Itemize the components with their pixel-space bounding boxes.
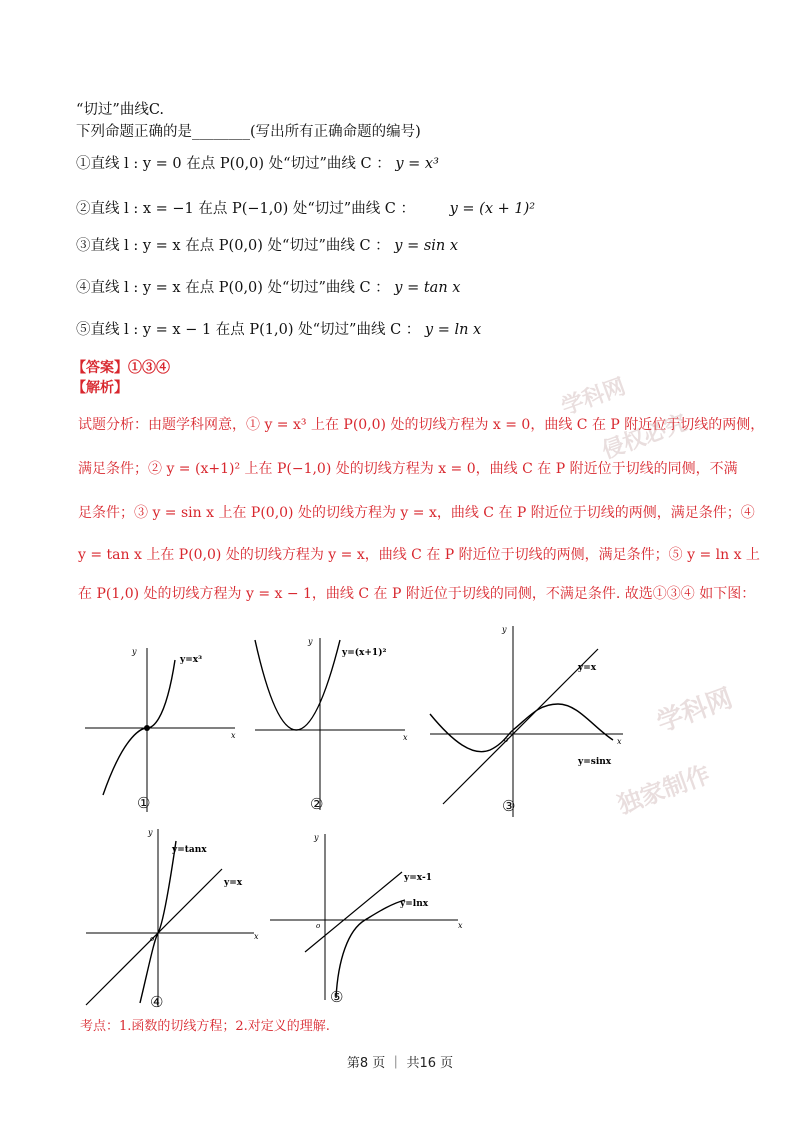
origin-label: o (150, 935, 155, 943)
y-axis-label: y (148, 828, 153, 837)
proposition-1 (76, 152, 439, 173)
proposition-text: ②直线 l : x = −1 在点 P(−1,0) 处“切过”曲线 C ： (76, 201, 416, 217)
analysis-line-2: 满足条件；② y = (x+1)² 上在 P(−1,0) 处的切线方程为 x = 0，曲线 C 在 P 附近位于切线的同侧，不满 (78, 461, 738, 477)
analysis-line-5: 在 P(1,0) 处的切线方程为 y = x − 1，曲线 C 在 P 附近位于切线的同侧，不满足条件. 故选①③④ 如下图： (78, 586, 756, 602)
figure-3-sine (428, 622, 628, 826)
figure-number: ③ (502, 797, 516, 815)
question-suffix: (写出所有正确命题的编号) (250, 124, 421, 140)
proposition-text: ③直线 l : y = x 在点 P(0,0) 处“切过”曲线 C ： (76, 238, 390, 254)
proposition-4 (76, 276, 460, 297)
proposition-eq: y = ln x (424, 322, 482, 338)
figure-number: ② (310, 795, 324, 813)
y-axis-label: y (308, 637, 313, 646)
proposition-eq: y = x³ (395, 156, 439, 172)
y-axis-label: y (314, 833, 319, 842)
answer-blank: ________ (192, 124, 250, 140)
proposition-text: ①直线 l : y = 0 在点 P(0,0) 处“切过”曲线 C ： (76, 156, 391, 172)
proposition-text: ④直线 l : y = x 在点 P(0,0) 处“切过”曲线 C ： (76, 280, 390, 296)
question-prefix: 下列命题正确的是 (76, 124, 192, 140)
figure-5-log (270, 830, 470, 1014)
figure-number: ① (137, 794, 151, 812)
line-label: y=x (578, 663, 597, 673)
page-footer: 第8 页 ｜ 共16 页 (346, 1056, 454, 1071)
figure-number: ⑤ (330, 988, 344, 1006)
x-axis-label: x (254, 932, 259, 941)
line-label: y=x (224, 878, 243, 888)
proposition-3 (76, 234, 458, 255)
proposition-eq: y = sin x (394, 238, 459, 254)
intro-line-1: “切过”曲线C. (76, 102, 165, 118)
curve-label: y=(x+1)² (342, 648, 387, 658)
proposition-eq: y = tan x (394, 280, 461, 296)
x-axis-label: x (617, 737, 622, 746)
y-axis-label: y (132, 647, 137, 656)
origin-label: o (504, 736, 509, 744)
proposition-2 (76, 197, 535, 218)
x-axis-label: x (403, 733, 408, 742)
curve-label: y=tanx (172, 845, 207, 855)
curve-label: y=x³ (180, 655, 203, 665)
analysis-line-1: 试题分析：由题学科网意，① y = x³ 上在 P(0,0) 处的切线方程为 x = 0，曲线 C 在 P 附近位于切线的两侧， (78, 417, 765, 433)
key-points-note: 考点：1.函数的切线方程；2.对定义的理解. (80, 1019, 330, 1034)
x-axis-label: x (458, 921, 463, 930)
proposition-5 (76, 318, 481, 339)
proposition-eq: y = (x + 1)² (449, 201, 536, 217)
proposition-text: ⑤直线 l : y = x − 1 在点 P(1,0) 处“切过”曲线 C ： (76, 322, 421, 338)
figure-number: ④ (150, 993, 164, 1011)
watermark: 独家制作 (613, 760, 714, 820)
origin-label: o (316, 922, 321, 930)
x-axis-label: x (231, 731, 236, 740)
figure-1-cubic (85, 640, 245, 824)
intro-line-2 (76, 120, 421, 141)
watermark: 侵权必究 (599, 410, 691, 465)
line-label: y=x-1 (404, 873, 432, 883)
curve-label: y=lnx (400, 899, 429, 909)
analysis-line-3: 足条件；③ y = sin x 上在 P(0,0) 处的切线方程为 y = x，曲线 C 在 P 附近位于切线的两侧，满足条件；④ (78, 505, 755, 521)
watermark: 学科网 (653, 683, 737, 739)
analysis-line-4: y = tan x 上在 P(0,0) 处的切线方程为 y = x，曲线 C 在 P 附近位于切线的两侧，满足条件；⑤ y = ln x 上 (78, 547, 760, 563)
watermark: 学科网 (558, 374, 629, 421)
y-axis-label: y (502, 625, 507, 634)
figure-2-parabola (250, 630, 420, 824)
analysis-label: 【解析】 (72, 380, 128, 396)
answer: 【答案】①③④ (72, 360, 170, 376)
curve-label: y=sinx (578, 757, 612, 767)
figure-4-tangent (82, 825, 272, 1014)
